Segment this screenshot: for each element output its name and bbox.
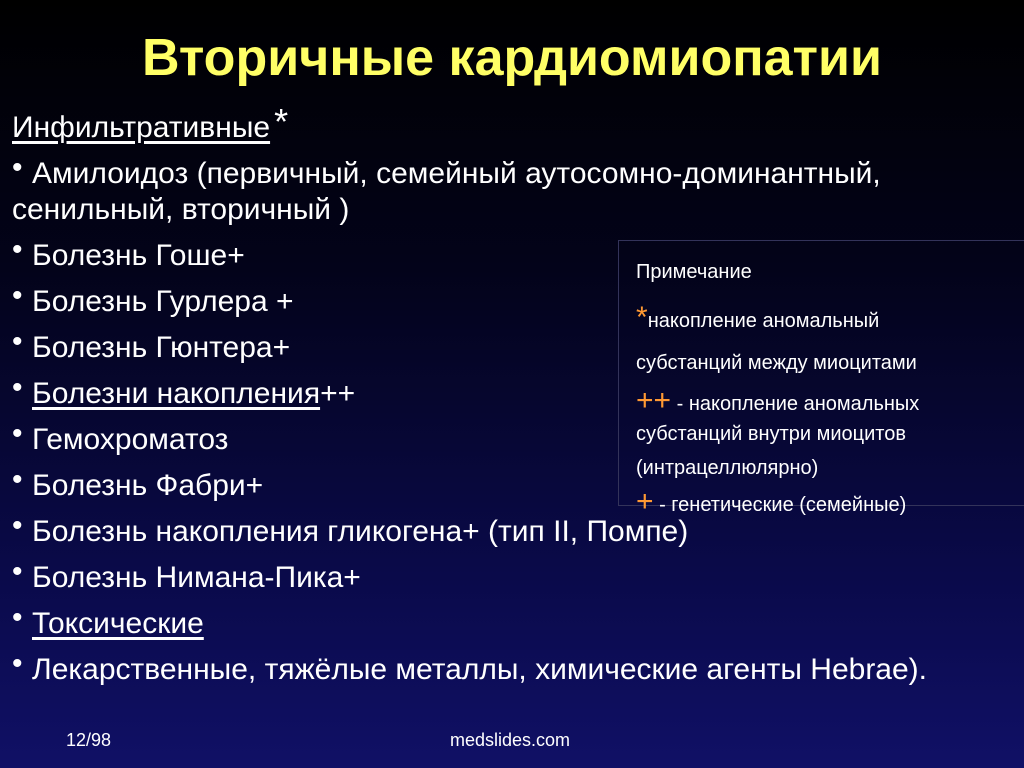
bullet-icon: • <box>12 371 23 404</box>
list-item-text: Гемохроматоз <box>32 423 229 456</box>
note-mark-plus: + <box>636 485 654 518</box>
bullet-icon: • <box>12 601 23 634</box>
note-text-2a: - накопление аномальных <box>671 393 920 415</box>
note-text-1b: субстанций между миоцитами <box>636 352 917 374</box>
list-item-text: Амилоидоз (первичный, семейный аутосомно-доминантный, сенильный, вторичный ) <box>12 157 881 226</box>
list-item-text: Болезнь накопления гликогена+ (тип II, Помпе) <box>32 515 689 548</box>
note-text-3: - генетические (семейные) <box>653 494 907 516</box>
list-item <box>12 151 1012 228</box>
heading-text: Инфильтративные <box>12 111 271 144</box>
bullet-icon: • <box>12 325 23 358</box>
bullet-icon: • <box>12 463 23 496</box>
bullet-icon: • <box>12 555 23 588</box>
note-panel <box>636 258 1016 519</box>
list-item <box>12 509 1012 550</box>
heading-marker: * <box>274 101 289 142</box>
note-line-1 <box>636 301 1016 335</box>
note-heading: Примечание <box>636 261 752 283</box>
list-item-text: Болезнь Нимана-Пика+ <box>32 561 361 594</box>
bullet-icon: • <box>12 151 23 184</box>
list-item-link[interactable]: Болезни накопления <box>32 377 321 410</box>
note-mark-double-plus: ++ <box>636 384 672 417</box>
list-item-suffix: ++ <box>320 377 356 410</box>
list-item-text: Болезнь Гурлера + <box>32 285 294 318</box>
page-number: 12/98 <box>66 730 112 750</box>
list-item-text: Болезнь Гюнтера+ <box>32 331 291 364</box>
bullet-icon: • <box>12 279 23 312</box>
list-item <box>12 555 1012 596</box>
bullet-icon: • <box>12 509 23 542</box>
bullet-icon: • <box>12 417 23 450</box>
note-mark-asterisk: * <box>636 301 648 334</box>
list-item <box>12 601 1012 642</box>
bullet-icon: • <box>12 233 23 266</box>
list-item-text: Лекарственные, тяжёлые металлы, химические агенты Hebrae). <box>32 653 928 686</box>
list-item-link[interactable]: Токсические <box>32 607 204 640</box>
note-text-1a: накопление аномальный <box>647 310 880 332</box>
list-item-text: Болезнь Гоше+ <box>32 239 245 272</box>
note-line-3 <box>636 485 1016 519</box>
list-item <box>12 647 1012 688</box>
slide-title: Вторичные кардиомиопатии <box>142 29 882 87</box>
list-item-text: Болезнь Фабри+ <box>32 469 264 502</box>
list-heading <box>12 100 1012 146</box>
note-text-2b: субстанций внутри миоцитов <box>636 423 906 445</box>
note-text-2c: (интрацеллюлярно) <box>636 457 819 479</box>
note-line-2 <box>636 384 1016 418</box>
bullet-icon: • <box>12 647 23 680</box>
site-name: medslides.com <box>450 730 571 750</box>
